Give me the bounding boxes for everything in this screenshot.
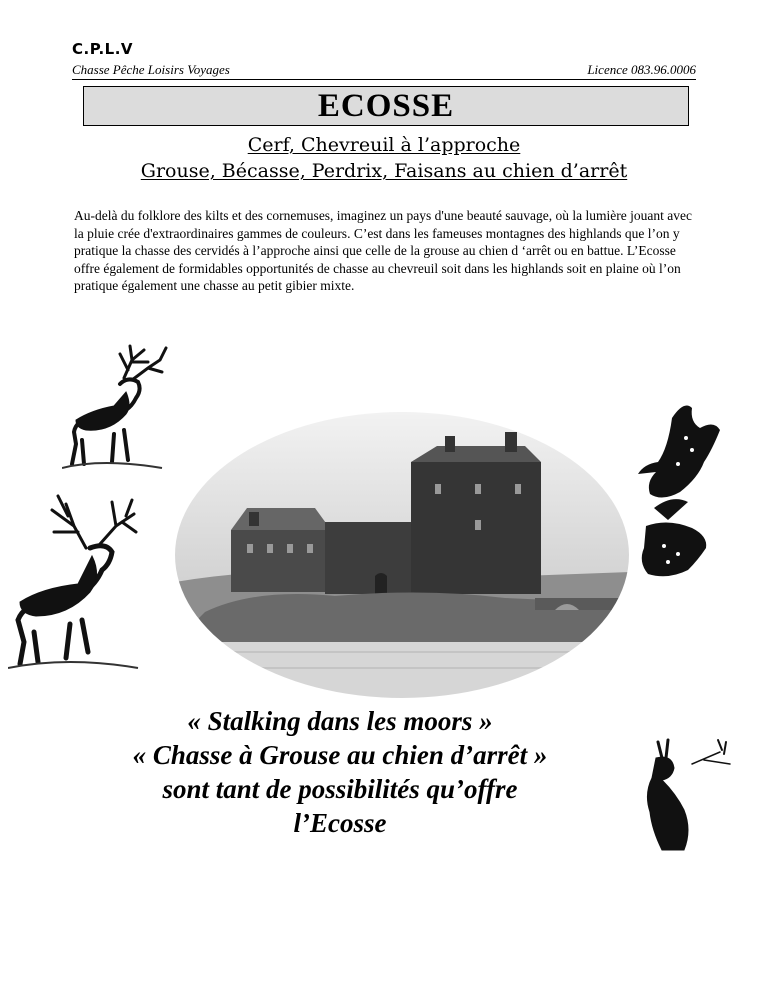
quote-line-2: « Chasse à Grouse au chien d’arrêt » <box>132 740 548 770</box>
stag-illustration-bottom <box>8 492 140 674</box>
grouse-illustration <box>628 398 736 588</box>
page-title: ECOSSE <box>317 88 455 124</box>
stag-illustration-top <box>62 340 170 475</box>
intro-paragraph: Au-delà du folklore des kilts et des cornemuses, imaginez un pays d'une beauté sauvage, où la lumière jouant avec la pluie crée d'extraordinaires gammes de couleurs. C’est dans les fameuses montagnes des highlands que l’on y pratique la chasse des cervidés à l’approche ainsi que celle de la grouse au chien d ‘arrêt ou en battue. L’Ecosse offre également de formidables opportunités de chasse au chevreuil soit dans les highlands soit en plaine où l’on pratique également une chasse au petit gibier mixte. <box>74 208 692 293</box>
heading-big-game: Cerf, Chevreuil à l’approche <box>247 134 521 156</box>
header-rule <box>72 79 696 80</box>
quote-line-4: l’Ecosse <box>293 808 387 838</box>
quote-line-1: « Stalking dans les moors » <box>187 706 493 736</box>
castle-photo <box>175 412 630 698</box>
company-logo: C.P.L.V <box>72 40 134 58</box>
title-banner <box>83 86 689 126</box>
company-name: Chasse Pêche Loisirs Voyages <box>72 62 230 77</box>
heading-small-game: Grouse, Bécasse, Perdrix, Faisans au chien d’arrêt <box>140 160 628 182</box>
quote-line-3: sont tant de possibilités qu’offre <box>162 774 518 804</box>
closing-quote <box>60 704 620 840</box>
licence-number: Licence 083.96.0006 <box>587 62 696 77</box>
roe-deer-illustration <box>632 734 742 854</box>
